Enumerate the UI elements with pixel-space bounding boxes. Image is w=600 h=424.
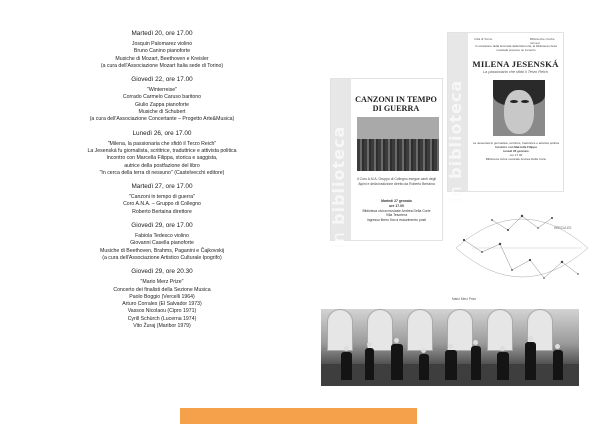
constellation-illustration <box>452 200 592 295</box>
poster-info: La Jesenská fu giornalista, scrittrice, traduttrice e attivista politica Incontro con Marcella Filippa lunedì 26 gennaio ore 17.00 Biblioteca civica musicale Andrea Della Corte <box>472 141 560 162</box>
poster-canzoni <box>329 78 443 248</box>
event-line: (a cura dell'Associazione Mozart Italia sede di Torino) <box>100 62 224 69</box>
library-logo: Biblioteche civiche torinesi <box>530 37 555 45</box>
poster-info: Martedì 27 gennaio ore 17.00 Biblioteca civica musicale Andrea Della Corte Villa Tesoriera ingresso libero fino a esaurimento posti <box>362 199 431 223</box>
poster-brand: in biblioteca <box>446 79 465 202</box>
event-line: Giulio Zappa pianoforte <box>135 101 189 108</box>
event-line: Musiche di Mozart, Beethoven e Kreisler <box>115 55 209 62</box>
event-block <box>12 76 312 123</box>
event-line: "Canzoni in tempo di guerra" <box>129 194 195 201</box>
poster-subtitle: La passionaria che sfidò il Terzo Reich <box>483 70 548 74</box>
event-date: Giovedì 29, ore 17.00 <box>131 222 193 230</box>
event-date: Giovedì 29, ore 20.30 <box>131 268 193 276</box>
event-line: Corrado Carmelo Caruso baritono <box>122 94 202 101</box>
event-date: Martedì 20, ore 17.00 <box>131 30 193 37</box>
event-line: Vito Žuraj (Maribor 1979) <box>133 323 191 330</box>
event-line: Vassos Nicolaou (Cipro 1971) <box>127 308 197 315</box>
photo-caption: Mario Merz Prize <box>452 297 477 301</box>
event-line: Coro A.N.A. – Gruppo di Collegno <box>123 201 201 208</box>
event-block <box>12 222 312 262</box>
event-line: "Milena, la passionaria che sfidò il Terzo Reich" <box>107 140 217 147</box>
event-line: "Winterreise" <box>147 87 177 94</box>
event-line: Roberto Bertaina direttore <box>132 208 192 215</box>
poster-description: Il Coro A.N.A. Gruppo di Collegno esegue canti degli Alpini e della tradizione diretto da Roberto Bertaina <box>357 177 436 186</box>
event-line: Paolo Boggio (Vercelli 1964) <box>129 293 195 300</box>
event-date: Giovedì 22, ore 17.00 <box>131 76 193 84</box>
event-line: autrice della postfazione del libro <box>124 162 200 169</box>
event-line: (a cura dell'Associazione Concertante – Progetto Arte&Musica) <box>89 116 235 123</box>
event-line: Musiche di Beethoven, Brahms, Paganini e Čajkovskij <box>100 247 224 254</box>
event-date: Lunedì 26, ore 17.00 <box>132 129 192 137</box>
star-chart-graphic <box>452 200 592 295</box>
portrait-image <box>493 80 545 136</box>
poster-milena <box>446 32 564 202</box>
event-block <box>12 268 312 330</box>
event-line: Bruno Canino pianoforte <box>133 48 191 55</box>
event-date: Martedì 27, ore 17.00 <box>131 183 193 191</box>
poster-intro: In occasione della Giornata della Memoria, la biblioteca civica musicale propone un incontro <box>475 44 557 52</box>
event-line: "In cerca della terra di nessuno" (Castelvecchi editore) <box>99 169 225 176</box>
event-line: Giovanni Casella pianoforte <box>130 240 194 247</box>
orange-footer-bar <box>180 408 417 424</box>
event-line: Fabiola Tedesco violino <box>135 233 189 240</box>
event-line: Josquin Palomarez violino <box>131 41 193 47</box>
event-line: La Jesenská fu giornalista, scrittrice, traduttrice e attivista politica <box>87 147 237 154</box>
event-block <box>12 130 312 177</box>
constellation-label: HÉRCULES <box>554 226 572 230</box>
poster-title: MILENA JESENSKÁ <box>472 59 559 69</box>
program-listing <box>12 30 312 336</box>
orchestra-photo <box>321 309 579 386</box>
event-line: Arturo Corrales (El Salvador 1973) <box>122 301 202 308</box>
event-line: Musiche di Schubert <box>138 109 186 116</box>
poster-brand: in biblioteca <box>329 125 348 248</box>
choir-photo <box>357 117 439 171</box>
event-line: (a cura dell'Associazione Artistico Culturale Ipogrifo) <box>102 254 222 261</box>
event-block <box>12 183 312 216</box>
event-line: "Mario Merz Prize" <box>140 279 184 286</box>
event-line: Concerto dei finalisti della Sezione Musica <box>113 286 211 293</box>
event-line: Cyrill Schürch (Lucerna 1974) <box>127 315 197 322</box>
poster-title: CANZONI IN TEMPO DI GUERRA <box>355 95 437 113</box>
city-logo: Città di Torino <box>474 37 493 41</box>
event-line: Incontro con Marcella Filippa, storica e saggista, <box>106 155 218 162</box>
event-block <box>12 30 312 70</box>
